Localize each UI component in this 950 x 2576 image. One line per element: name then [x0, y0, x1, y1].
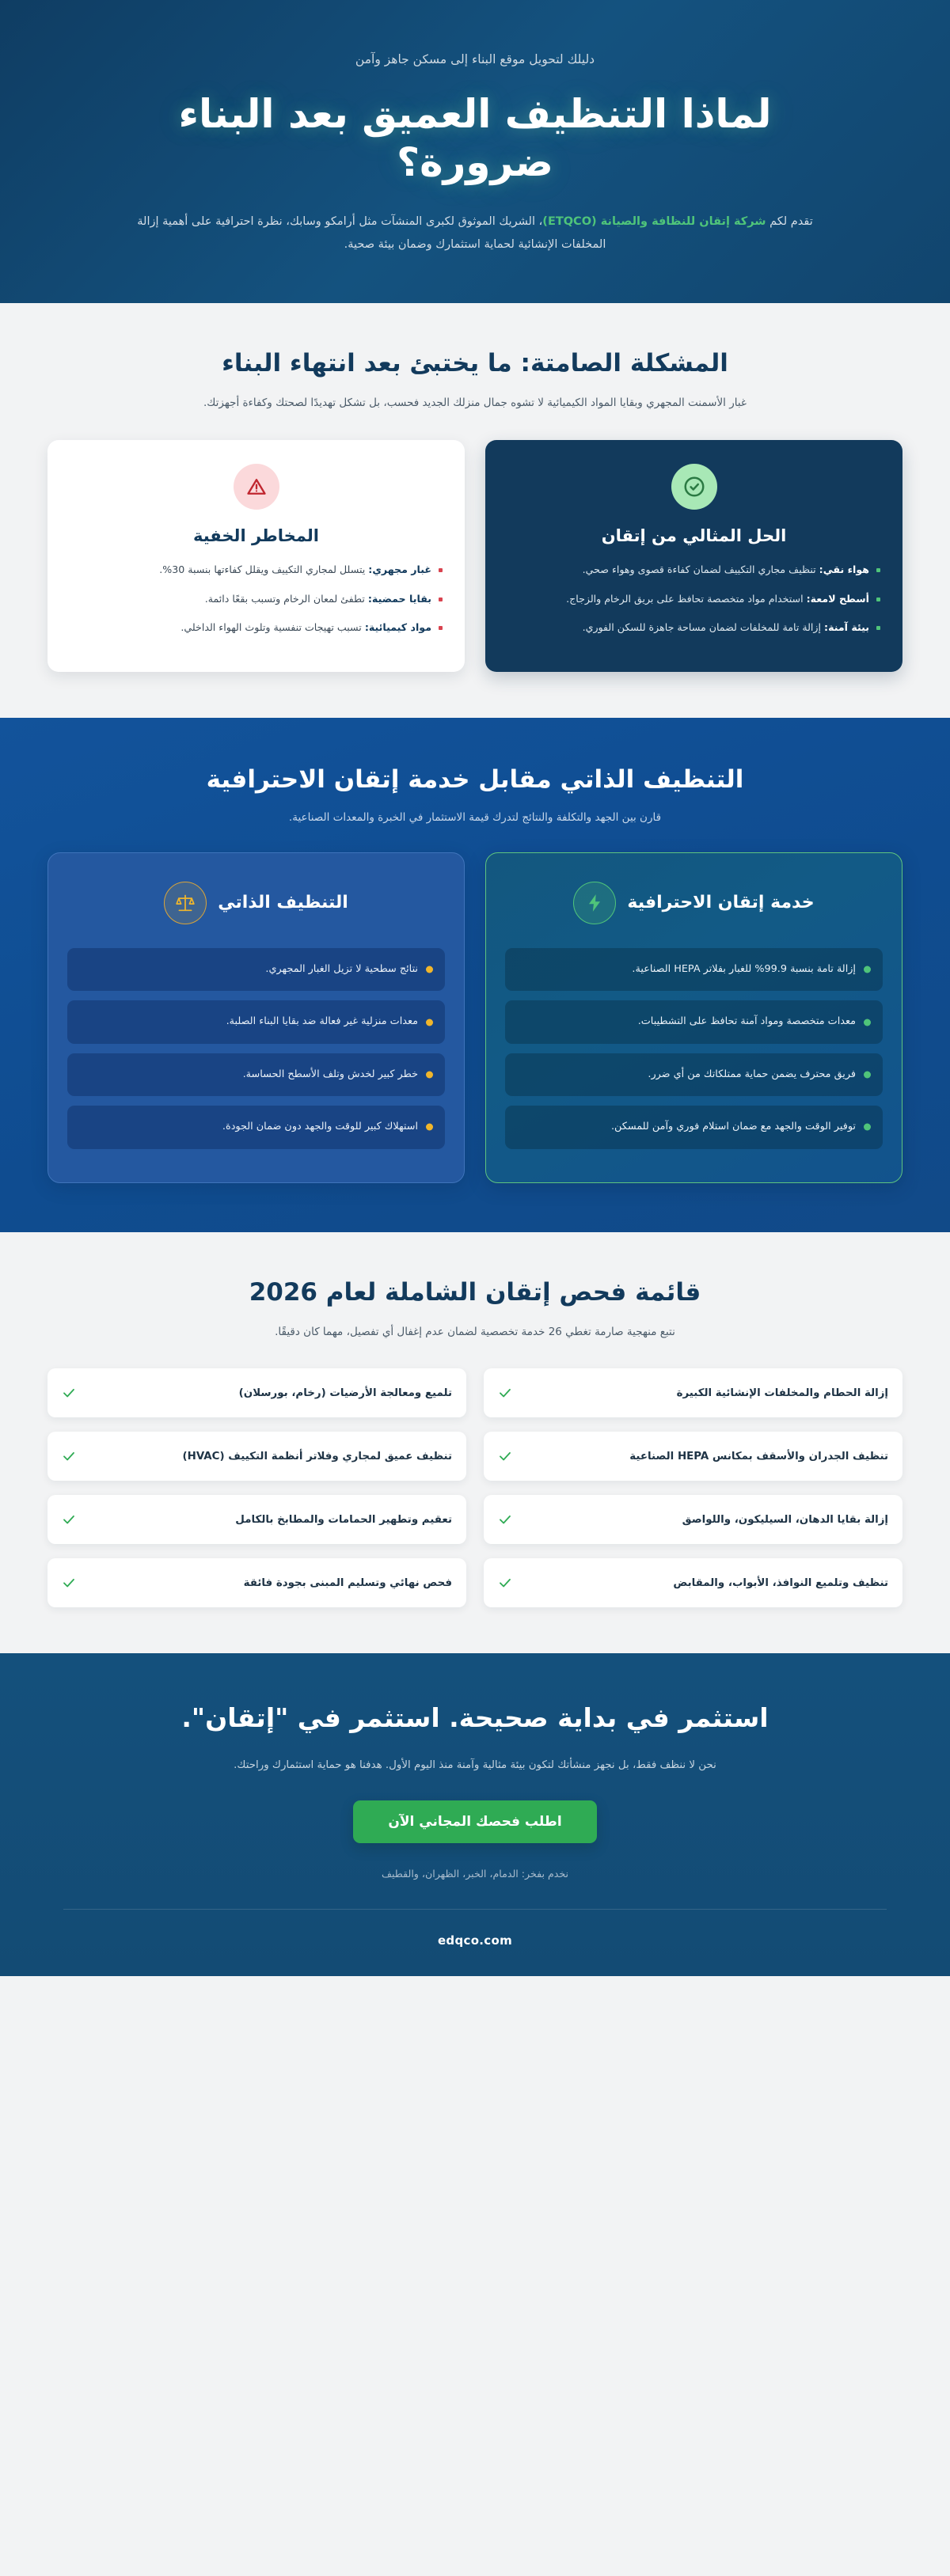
checklist-item [484, 1558, 902, 1607]
checklist-item [48, 1495, 466, 1544]
comparison-cards [48, 852, 902, 1183]
list-item: خطر كبير لخدش وتلف الأسطح الحساسة. [67, 1053, 445, 1096]
checklist-item [48, 1432, 466, 1481]
solution-bullet-text: استخدام مواد متخصصة تحافظ على بريق الرخام والزجاج. [566, 592, 807, 605]
cta-section [0, 1653, 950, 1976]
list-item: فريق محترف يضمن حماية ممتلكاتك من أي ضرر. [505, 1053, 883, 1096]
check-icon [498, 1512, 512, 1527]
list-item: نتائج سطحية لا تزيل الغبار المجهري. [67, 948, 445, 991]
solution-bullet-text: تنظيف مجاري التكييف لضمان كفاءة قصوى وهواء صحي. [582, 563, 819, 575]
risk-bullet-label: بقايا حمضية: [367, 592, 431, 605]
checklist-item-label: تلميع ومعالجة الأرضيات (رخام، بورسلان) [238, 1387, 452, 1399]
balance-scale-icon [164, 882, 207, 924]
comparison-subtitle: قارن بين الجهد والتكلفة والنتائج لتدرك قيمة الاستثمار في الخبرة والمعدات الصناعية. [288, 810, 662, 824]
risk-bullet-text: تسبب تهيجات تنفسية وتلوث الهواء الداخلي. [180, 621, 365, 634]
solution-bullet [506, 619, 882, 637]
checklist-section [0, 1232, 950, 1654]
checklist-item [48, 1558, 466, 1607]
checklist-item-label: تنظيف الجدران والأسقف بمكانس HEPA الصناعية [629, 1450, 888, 1463]
footer-website[interactable]: edqco.com [437, 1933, 513, 1948]
checklist-item-label: تنظيف عميق لمجاري وفلاتر أنظمة التكييف (HVAC) [182, 1450, 452, 1463]
solution-bullet-label: أسطح لامعة: [806, 592, 869, 605]
solution-bullet [506, 590, 882, 609]
professional-card-header [505, 874, 883, 932]
risk-bullet [68, 561, 444, 579]
checklist-grid [48, 1368, 902, 1607]
list-item: توفير الوقت والجهد مع ضمان استلام فوري وآمن للمسكن. [505, 1106, 883, 1148]
solution-bullets [506, 561, 882, 637]
checklist-subtitle: نتبع منهجية صارمة تغطي 26 خدمة تخصصية لضمان عدم إغفال أي تفصيل، مهما كان دقيقًا. [275, 1325, 675, 1338]
solution-bullet [506, 561, 882, 579]
hero-eyebrow: دليلك لتحويل موقع البناء إلى مسكن جاهز وآمن [355, 52, 595, 66]
risk-bullet-label: مواد كيميائية: [364, 621, 431, 634]
risk-card [48, 440, 465, 672]
risk-bullet [68, 590, 444, 609]
cta-title: استثمر في بداية صحيحة. استثمر في "إتقان". [181, 1702, 769, 1734]
hero-subtitle [127, 211, 823, 256]
solution-bullet-label: بيئة آمنة: [824, 621, 869, 634]
hero-brand-name: شركة إتقان للنظافة والصيانة (ETQCO) [542, 215, 766, 229]
request-free-inspection-button[interactable]: اطلب فحصك المجاني الآن [353, 1800, 596, 1843]
check-icon [498, 1386, 512, 1400]
checklist-item [484, 1495, 902, 1544]
list-item: معدات متخصصة ومواد آمنة تحافظ على التشطيبات. [505, 1000, 883, 1043]
checklist-item-label: إزالة بقايا الدهان، السيليكون، واللواصق [682, 1513, 888, 1526]
check-icon [62, 1386, 76, 1400]
warning-triangle-icon [234, 464, 279, 510]
solution-bullet-label: هواء نقي: [819, 563, 869, 575]
problem-subtitle: غبار الأسمنت المجهري وبقايا المواد الكيميائية لا تشوه جمال منزلك الجديد فحسب، بل تشكل تهديدًا لصحتك وكفاءة أجهزتك. [203, 396, 747, 409]
checklist-item-label: فحص نهائي وتسليم المبنى بجودة فائقة [243, 1576, 452, 1589]
service-cities: نخدم بفخر: الدمام، الخبر، الظهران، والقطيف [381, 1868, 569, 1880]
hero-sub-after: ، الشريك الموثوق لكبرى المنشآت مثل أرامكو وسابك، نظرة احترافية على أهمية إزالة المخلفات الإنشائية لحماية استثمارك وضمان بيئة صحية. [137, 215, 606, 251]
comparison-title: التنظيف الذاتي مقابل خدمة إتقان الاحترافية [206, 764, 744, 794]
professional-card-title: خدمة إتقان الاحترافية [627, 892, 815, 912]
list-item: استهلاك كبير للوقت والجهد دون ضمان الجودة. [67, 1106, 445, 1148]
checklist-item-label: تعقيم وتطهير الحمامات والمطابخ بالكامل [235, 1513, 452, 1526]
self-cleaning-items [67, 948, 445, 1149]
problem-title: المشكلة الصامتة: ما يختبئ بعد انتهاء البناء [222, 348, 728, 377]
risk-bullet-label: غبار مجهري: [368, 563, 431, 575]
problem-cards [48, 440, 902, 672]
self-cleaning-card [48, 852, 465, 1183]
hero-section [0, 0, 950, 303]
lightning-bolt-icon [573, 882, 616, 924]
risk-bullet-text: يتسلل لمجاري التكييف ويقلل كفاءتها بنسبة 30%. [159, 563, 369, 575]
check-icon [498, 1449, 512, 1463]
checklist-item [484, 1368, 902, 1417]
comparison-section [0, 718, 950, 1232]
check-circle-icon [671, 464, 717, 510]
professional-items [505, 948, 883, 1149]
hero-sub-before: تقدم لكم [766, 215, 813, 229]
checklist-item [484, 1432, 902, 1481]
solution-card [485, 440, 902, 672]
professional-service-card [485, 852, 902, 1183]
list-item: إزالة تامة بنسبة 99.9% للغبار بفلاتر HEPA الصناعية. [505, 948, 883, 991]
self-cleaning-card-title: التنظيف الذاتي [218, 892, 348, 912]
hero-title: لماذا التنظيف العميق بعد البناء ضرورة؟ [178, 91, 772, 186]
check-icon [62, 1512, 76, 1527]
self-cleaning-card-header [67, 874, 445, 932]
risk-card-title: المخاطر الخفية [193, 525, 319, 545]
check-icon [62, 1449, 76, 1463]
risk-bullet-text: تطفئ لمعان الرخام وتسبب بقعًا دائمة. [204, 592, 368, 605]
risk-bullet [68, 619, 444, 637]
solution-card-title: الحل المثالي من إتقان [601, 525, 787, 545]
checklist-title: قائمة فحص إتقان الشاملة لعام 2026 [249, 1277, 701, 1307]
list-item: معدات منزلية غير فعالة ضد بقايا البناء الصلبة. [67, 1000, 445, 1043]
solution-bullet-text: إزالة تامة للمخلفات لضمان مساحة جاهزة للسكن الفوري. [582, 621, 825, 634]
checklist-item-label: تنظيف وتلميع النوافذ، الأبواب، والمقابض [673, 1576, 888, 1589]
checklist-item [48, 1368, 466, 1417]
check-icon [498, 1576, 512, 1590]
check-icon [62, 1576, 76, 1590]
risk-bullets [68, 561, 444, 637]
cta-subtitle: نحن لا ننظف فقط، بل نجهز منشأتك لتكون بيئة مثالية وآمنة منذ اليوم الأول. هدفنا هو حماية استثمارك وراحتك. [234, 1759, 716, 1772]
problem-section [0, 303, 950, 718]
checklist-item-label: إزالة الحطام والمخلفات الإنشائية الكبيرة [676, 1387, 888, 1399]
